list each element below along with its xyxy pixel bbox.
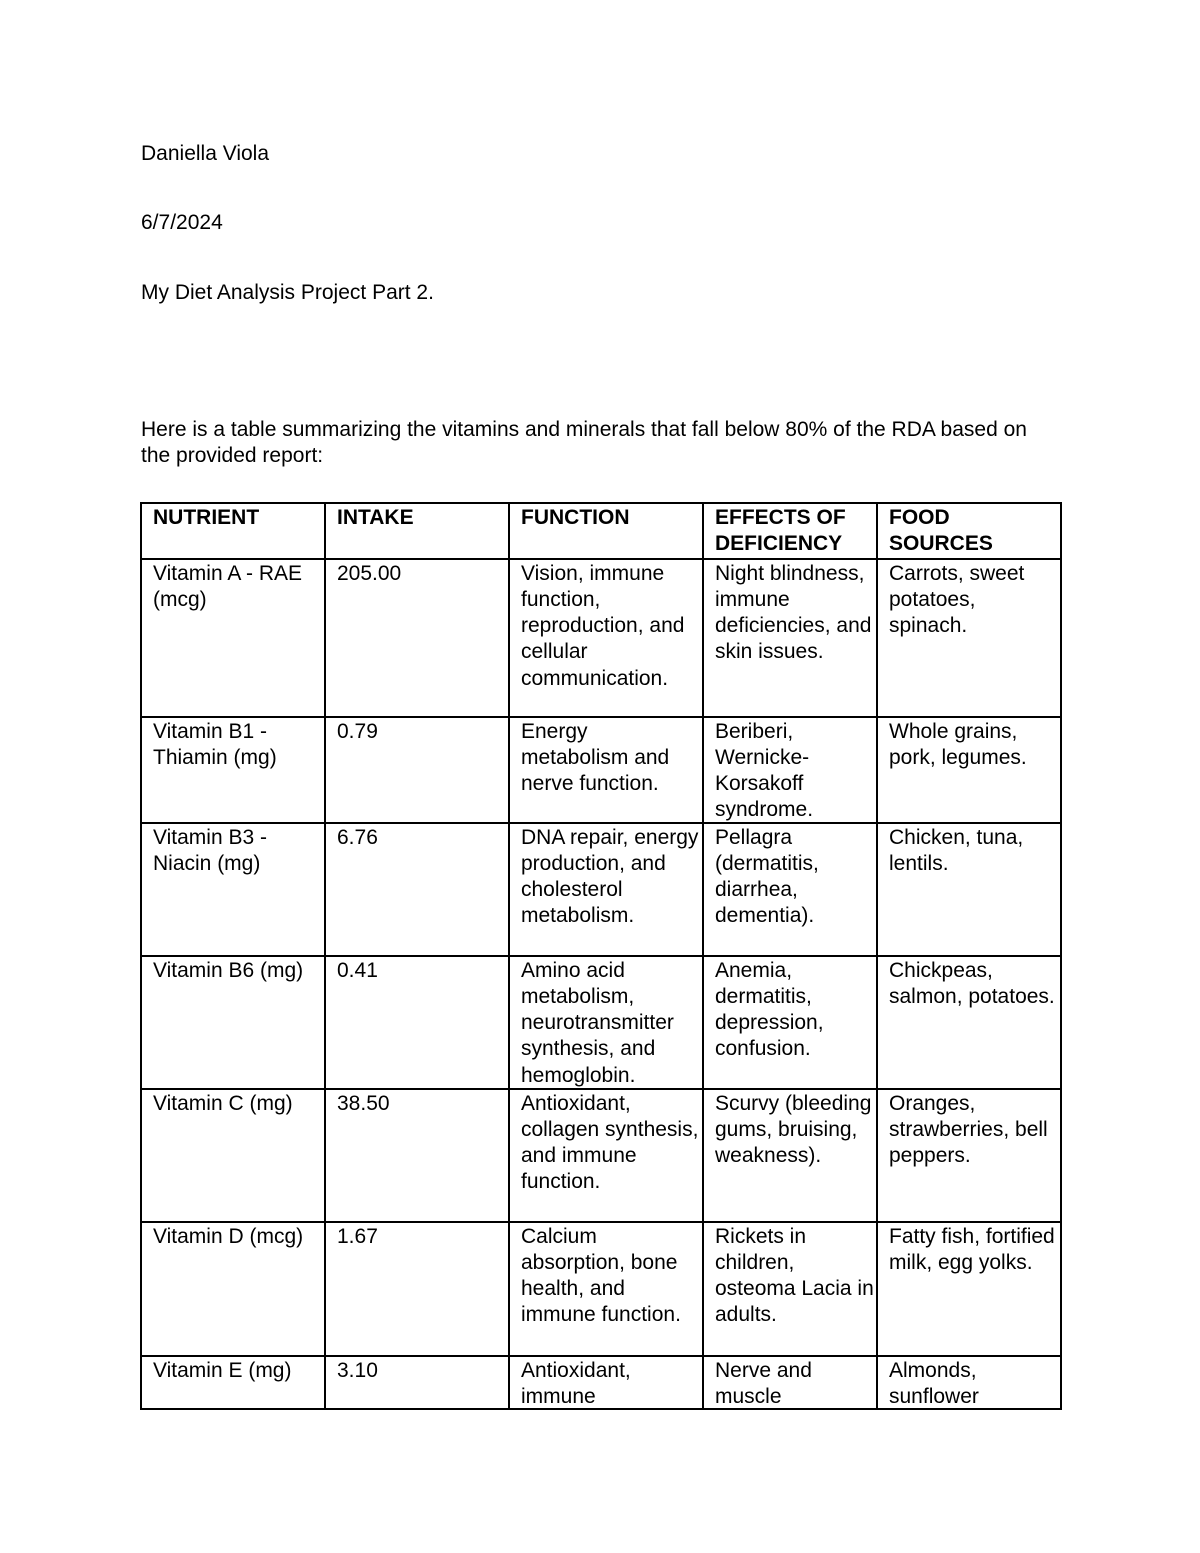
intake-cell: 1.67 [337, 1224, 378, 1248]
table-header-row [141, 503, 1061, 559]
header-intake: INTAKE [325, 503, 509, 559]
intake-cell: 205.00 [337, 561, 402, 585]
sources-cell: Chickpeas, salmon, potatoes. [889, 958, 1055, 1008]
sources-cell: Almonds, sunflower [889, 1358, 979, 1408]
effects-cell: Beriberi, Wernicke-Korsakoff syndrome. [715, 719, 814, 822]
table-row [141, 1356, 1061, 1409]
nutrient-table [140, 502, 1062, 1410]
intro-paragraph: Here is a table summarizing the vitamins and minerals that fall below 80% of the RDA based on the provided report: [141, 418, 1027, 467]
sources-cell: Carrots, sweet potatoes, spinach. [889, 561, 1025, 638]
document-date: 6/7/2024 [141, 211, 223, 234]
effects-cell: Night blindness, immune deficiencies, and skin issues. [715, 561, 872, 664]
table-row [141, 823, 1061, 956]
table-row [141, 956, 1061, 1089]
function-cell: DNA repair, energy production, and cholesterol metabolism. [521, 825, 699, 928]
function-cell: Vision, immune function, reproduction, and cellular communication. [521, 561, 685, 690]
effects-cell: Nerve and muscle [715, 1358, 812, 1408]
function-cell: Antioxidant, collagen synthesis, and immune function. [521, 1091, 699, 1194]
intake-cell: 3.10 [337, 1358, 378, 1382]
table-row [141, 1089, 1061, 1222]
nutrient-cell: Vitamin C (mg) [153, 1091, 293, 1115]
nutrient-cell: Vitamin B1 - Thiamin (mg) [153, 719, 277, 769]
intake-cell: 38.50 [337, 1091, 390, 1115]
sources-cell: Chicken, tuna, lentils. [889, 825, 1024, 875]
header-function: FUNCTION [509, 503, 703, 559]
effects-cell: Scurvy (bleeding gums, bruising, weakness). [715, 1091, 872, 1168]
table-row [141, 1222, 1061, 1356]
intake-cell: 0.41 [337, 958, 378, 982]
nutrient-cell: Vitamin A - RAE (mcg) [153, 561, 303, 611]
nutrient-cell: Vitamin D (mcg) [153, 1224, 304, 1248]
table-row [141, 717, 1061, 823]
header-effects-of-deficiency: EFFECTS OF DEFICIENCY [703, 503, 877, 559]
function-cell: Calcium absorption, bone health, and immune function. [521, 1224, 681, 1327]
header-food-sources: FOOD SOURCES [877, 503, 1061, 559]
function-cell: Antioxidant, immune [521, 1358, 631, 1408]
effects-cell: Pellagra (dermatitis, diarrhea, dementia). [715, 825, 819, 928]
function-cell: Amino acid metabolism, neurotransmitter synthesis, and hemoglobin. [521, 958, 674, 1087]
header-nutrient: NUTRIENT [141, 503, 325, 559]
sources-cell: Fatty fish, fortified milk, egg yolks. [889, 1224, 1055, 1274]
document-title: My Diet Analysis Project Part 2. [141, 281, 434, 304]
intake-cell: 0.79 [337, 719, 378, 743]
nutrient-cell: Vitamin E (mg) [153, 1358, 292, 1382]
effects-cell: Rickets in children, osteoma Lacia in adults. [715, 1224, 874, 1327]
table-row [141, 559, 1061, 717]
sources-cell: Oranges, strawberries, bell peppers. [889, 1091, 1048, 1168]
nutrient-cell: Vitamin B3 - Niacin (mg) [153, 825, 267, 875]
effects-cell: Anemia, dermatitis, depression, confusion. [715, 958, 824, 1061]
function-cell: Energy metabolism and nerve function. [521, 719, 670, 796]
intake-cell: 6.76 [337, 825, 378, 849]
sources-cell: Whole grains, pork, legumes. [889, 719, 1027, 769]
nutrient-cell: Vitamin B6 (mg) [153, 958, 304, 982]
author-name: Daniella Viola [141, 142, 270, 165]
